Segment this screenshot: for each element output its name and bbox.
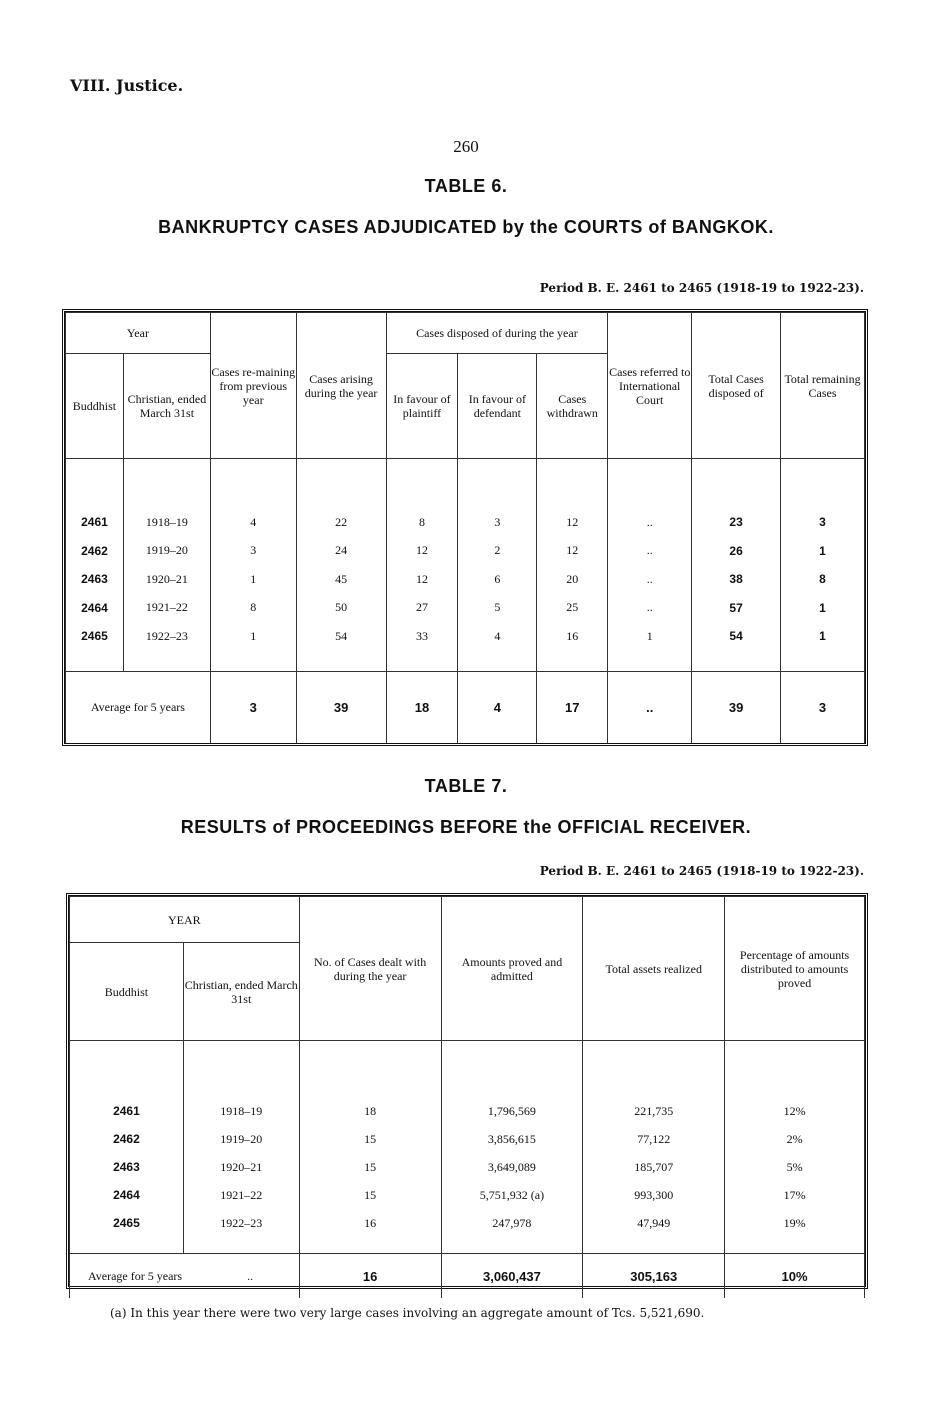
table-row <box>66 537 865 565</box>
header-defendant: In favour of defendant <box>458 353 537 459</box>
cell: 5 <box>458 594 537 622</box>
cell: 8 <box>386 508 458 536</box>
cell: 2464 <box>66 594 124 622</box>
table7-title: RESULTS of PROCEEDINGS BEFORE the OFFICIAL RECEIVER. <box>180 817 752 837</box>
cell: 54 <box>692 622 781 650</box>
page-number: 260 <box>453 137 479 156</box>
header-total-remaining: Total remaining Cases <box>781 313 865 459</box>
cell: 12 <box>386 537 458 565</box>
cell: 1918–19 <box>183 1097 299 1125</box>
cell: 17 <box>537 671 608 743</box>
cell: 221,735 <box>583 1097 725 1125</box>
footnote: (a) In this year there were two very large cases involving an aggregate amount of Tcs. 5,521,690. <box>110 1306 705 1320</box>
cell: 2% <box>725 1125 865 1153</box>
header-year: YEAR <box>70 897 300 943</box>
cell: 38 <box>692 565 781 593</box>
table6 <box>62 309 868 746</box>
table7 <box>66 893 868 1289</box>
cell: 1 <box>781 622 865 650</box>
header-assets: Total assets realized <box>583 897 725 1041</box>
cell: 33 <box>386 622 458 650</box>
cell: 18 <box>299 1097 441 1125</box>
cell: 15 <box>299 1181 441 1209</box>
cell: 57 <box>692 594 781 622</box>
cell: 3,856,615 <box>441 1125 583 1153</box>
cell: 17% <box>725 1181 865 1209</box>
cell: 39 <box>692 671 781 743</box>
cell: 47,949 <box>583 1209 725 1237</box>
cell: 3 <box>210 537 296 565</box>
table7-period: Period B. E. 2461 to 2465 (1918-19 to 1922-23). <box>539 864 864 878</box>
cell: 2463 <box>70 1153 184 1181</box>
cell: 1920–21 <box>183 1153 299 1181</box>
cell: .. <box>608 565 692 593</box>
cell: 54 <box>296 622 386 650</box>
table-row <box>70 1181 865 1209</box>
average-dots: .. <box>247 1268 254 1283</box>
cell: 2461 <box>66 508 124 536</box>
cell: 1919–20 <box>183 1125 299 1153</box>
table-row <box>66 565 865 593</box>
table-row <box>70 1209 865 1237</box>
cell: 15 <box>299 1125 441 1153</box>
cell: 16 <box>537 622 608 650</box>
cell: 12 <box>386 565 458 593</box>
cell: 2464 <box>70 1181 184 1209</box>
header-christian: Christian, ended March 31st <box>123 353 210 459</box>
cell: .. <box>608 537 692 565</box>
cell: 50 <box>296 594 386 622</box>
cell: 1922–23 <box>183 1209 299 1237</box>
cell: 20 <box>537 565 608 593</box>
cell: 15 <box>299 1153 441 1181</box>
cell: 6 <box>458 565 537 593</box>
header-buddhist: Buddhist <box>66 353 124 459</box>
average-row <box>66 671 865 743</box>
cell: 1 <box>781 594 865 622</box>
cell: 3,060,437 <box>441 1254 583 1299</box>
cell: 27 <box>386 594 458 622</box>
header-plaintiff: In favour of plaintiff <box>386 353 458 459</box>
cell: .. <box>608 594 692 622</box>
cell: 16 <box>299 1254 441 1299</box>
cell: .. <box>608 671 692 743</box>
cell: 1919–20 <box>123 537 210 565</box>
cell: 25 <box>537 594 608 622</box>
header-withdrawn: Cases withdrawn <box>537 353 608 459</box>
cell: 23 <box>692 508 781 536</box>
header-year: Year <box>66 313 211 354</box>
cell: 10% <box>725 1254 865 1299</box>
cell: 1 <box>608 622 692 650</box>
header-remaining-prev: Cases re-maining from previous year <box>210 313 296 459</box>
cell: 77,122 <box>583 1125 725 1153</box>
cell: 1920–21 <box>123 565 210 593</box>
cell: 2461 <box>70 1097 184 1125</box>
table-row <box>70 1153 865 1181</box>
cell: 45 <box>296 565 386 593</box>
cell: 247,978 <box>441 1209 583 1237</box>
cell: 16 <box>299 1209 441 1237</box>
cell: 5% <box>725 1153 865 1181</box>
cell: 1921–22 <box>183 1181 299 1209</box>
cell: 1 <box>210 565 296 593</box>
cell: 185,707 <box>583 1153 725 1181</box>
cell: 2465 <box>66 622 124 650</box>
header-referred: Cases referred to International Court <box>608 313 692 459</box>
header-percentage: Percentage of amounts distributed to amounts proved <box>725 897 865 1041</box>
table-row <box>66 594 865 622</box>
cell: 12 <box>537 537 608 565</box>
cell: 3 <box>781 671 865 743</box>
average-label <box>70 1254 300 1299</box>
header-amounts: Amounts proved and admitted <box>441 897 583 1041</box>
average-row <box>70 1254 865 1299</box>
cell: 19% <box>725 1209 865 1237</box>
cell: 993,300 <box>583 1181 725 1209</box>
cell: 26 <box>692 537 781 565</box>
average-label: Average for 5 years <box>66 671 211 743</box>
table-row <box>70 1097 865 1125</box>
header-arising: Cases arising during the year <box>296 313 386 459</box>
table6-label: TABLE 6. <box>424 176 508 196</box>
cell: 305,163 <box>583 1254 725 1299</box>
cell: 2462 <box>66 537 124 565</box>
cell: 18 <box>386 671 458 743</box>
cell: 5,751,932 (a) <box>441 1181 583 1209</box>
cell: 2465 <box>70 1209 184 1237</box>
cell: 2462 <box>70 1125 184 1153</box>
cell: 1,796,569 <box>441 1097 583 1125</box>
cell: 22 <box>296 508 386 536</box>
header-christian: Christian, ended March 31st <box>183 943 299 1041</box>
header-cases: No. of Cases dealt with during the year <box>299 897 441 1041</box>
cell: 8 <box>781 565 865 593</box>
cell: 4 <box>458 671 537 743</box>
header-disposed-group: Cases disposed of during the year <box>386 313 608 354</box>
cell: 3,649,089 <box>441 1153 583 1181</box>
header-buddhist: Buddhist <box>70 943 184 1041</box>
average-label-text: Average for 5 years <box>88 1268 183 1283</box>
cell: 1 <box>781 537 865 565</box>
cell: 4 <box>210 508 296 536</box>
table-row <box>66 622 865 650</box>
cell: 8 <box>210 594 296 622</box>
table6-period: Period B. E. 2461 to 2465 (1918-19 to 1922-23). <box>539 281 864 295</box>
cell: 1 <box>210 622 296 650</box>
cell: 24 <box>296 537 386 565</box>
table7-label: TABLE 7. <box>424 776 508 796</box>
cell: 2463 <box>66 565 124 593</box>
table6-title: BANKRUPTCY CASES ADJUDICATED by the COURTS of BANGKOK. <box>158 217 774 237</box>
cell: 2 <box>458 537 537 565</box>
cell: 39 <box>296 671 386 743</box>
cell: 1921–22 <box>123 594 210 622</box>
table-row <box>70 1125 865 1153</box>
cell: .. <box>608 508 692 536</box>
cell: 4 <box>458 622 537 650</box>
cell: 12 <box>537 508 608 536</box>
cell: 1918–19 <box>123 508 210 536</box>
header-total-disposed: Total Cases disposed of <box>692 313 781 459</box>
cell: 3 <box>210 671 296 743</box>
cell: 12% <box>725 1097 865 1125</box>
cell: 1922–23 <box>123 622 210 650</box>
section-heading: VIII. Justice. <box>70 76 184 95</box>
cell: 3 <box>458 508 537 536</box>
cell: 3 <box>781 508 865 536</box>
table-row <box>66 508 865 536</box>
